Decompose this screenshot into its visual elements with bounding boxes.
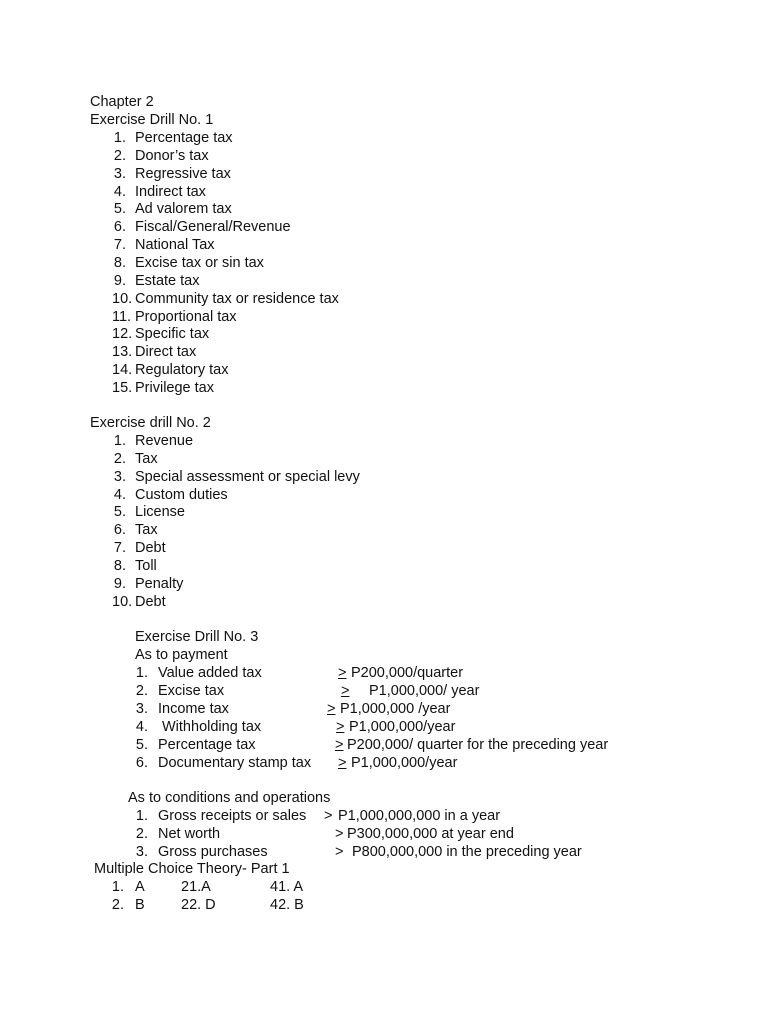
comparison-symbol: >: [338, 665, 347, 681]
threshold-value: P800,000,000 in the preceding year: [352, 843, 582, 860]
item-text: Percentage tax: [135, 130, 233, 146]
item-text: Tax: [135, 450, 158, 467]
item-text: Privilege tax: [135, 380, 214, 397]
item-number: 9.: [113, 575, 126, 592]
item-number: 5.: [113, 201, 126, 218]
chapter-title: Chapter 2: [90, 94, 154, 110]
item-text: Proportional tax: [135, 308, 237, 325]
item-number: 7.: [113, 540, 126, 557]
item-text: Estate tax: [135, 272, 200, 289]
item-number: 1.: [135, 808, 148, 824]
item-number: 12.: [112, 326, 133, 343]
item-text: Gross receipts or sales: [158, 808, 307, 824]
item-text: Penalty: [135, 575, 184, 592]
comparison-symbol: >: [335, 843, 344, 860]
item-number: 6.: [135, 754, 148, 771]
item-text: Regulatory tax: [135, 362, 229, 379]
item-number: 14.: [112, 362, 133, 379]
comparison-symbol: >: [335, 736, 344, 753]
item-number: 13.: [112, 344, 133, 361]
item-number: 4.: [113, 183, 126, 200]
item-number: 9.: [113, 272, 126, 289]
item-text: Special assessment or special levy: [135, 468, 360, 485]
item-text: Indirect tax: [135, 183, 206, 200]
item-number: 3.: [113, 468, 126, 485]
item-number: 4.: [113, 486, 126, 503]
threshold-value: P200,000/ quarter for the preceding year: [347, 736, 609, 753]
item-number: 6.: [113, 522, 126, 539]
item-text: Documentary stamp tax: [158, 754, 312, 771]
item-text: Excise tax: [158, 682, 225, 699]
answer-col3: 42. B: [270, 897, 304, 913]
item-number: 4.: [135, 718, 148, 735]
item-number: 8.: [113, 558, 126, 575]
item-text: Value added tax: [158, 665, 262, 681]
threshold-value: P1,000,000/year: [349, 718, 456, 735]
item-text: Toll: [135, 558, 157, 575]
item-text: Fiscal/General/Revenue: [135, 219, 291, 236]
answer-col2: 22. D: [181, 897, 216, 913]
item-text: Tax: [135, 522, 158, 539]
item-text: License: [135, 504, 185, 521]
item-text: National Tax: [135, 237, 215, 254]
answer-col1: A: [135, 879, 145, 895]
comparison-symbol: >: [335, 825, 344, 842]
item-text: Excise tax or sin tax: [135, 255, 264, 272]
answer-col2: 21.A: [181, 879, 211, 895]
item-number: 10.: [112, 290, 133, 307]
item-number: 2.: [113, 147, 126, 164]
payment-subheading: As to payment: [135, 647, 228, 663]
comparison-symbol: >: [336, 718, 345, 735]
item-number: 2.: [135, 682, 148, 699]
comparison-symbol: >: [341, 682, 350, 699]
threshold-value: P1,000,000/year: [351, 754, 458, 771]
item-text: Direct tax: [135, 344, 197, 361]
comparison-symbol: >: [324, 808, 333, 824]
item-number: 1.: [135, 665, 148, 681]
answer-number: 2.: [111, 897, 124, 913]
threshold-value: P1,000,000 /year: [340, 700, 451, 717]
item-text: Ad valorem tax: [135, 201, 232, 218]
item-text: Regressive tax: [135, 165, 231, 182]
item-text: Net worth: [158, 825, 221, 842]
item-text: Revenue: [135, 433, 194, 449]
item-number: 11.: [112, 308, 132, 325]
item-text: Gross purchases: [158, 843, 268, 860]
item-number: 1.: [113, 433, 126, 449]
threshold-value: P1,000,000/ year: [369, 682, 480, 699]
threshold-value: P300,000,000 at year end: [347, 825, 514, 842]
mc-heading: Multiple Choice Theory- Part 1: [94, 861, 290, 877]
item-text: Custom duties: [135, 486, 228, 503]
threshold-value: P1,000,000,000 in a year: [338, 808, 501, 824]
item-number: 1.: [113, 130, 126, 146]
item-text: Income tax: [158, 700, 229, 717]
item-text: Community tax or residence tax: [135, 290, 339, 307]
item-text: Specific tax: [135, 326, 210, 343]
answer-col3: 41. A: [270, 879, 304, 895]
item-number: 7.: [113, 237, 126, 254]
comparison-symbol: >: [327, 700, 336, 717]
threshold-value: P200,000/quarter: [351, 665, 464, 681]
item-text: Donor’s tax: [135, 147, 209, 164]
item-text: Debt: [135, 540, 166, 557]
item-number: 3.: [113, 165, 126, 182]
item-number: 5.: [113, 504, 126, 521]
drill3-heading: Exercise Drill No. 3: [135, 629, 259, 645]
item-number: 3.: [135, 700, 148, 717]
item-number: 8.: [113, 255, 126, 272]
drill2-heading: Exercise drill No. 2: [90, 415, 211, 431]
item-text: Percentage tax: [158, 736, 256, 753]
comparison-symbol: >: [338, 754, 347, 771]
item-text: Debt: [135, 593, 166, 610]
item-number: 2.: [135, 825, 148, 842]
item-text: Withholding tax: [162, 718, 262, 735]
item-number: 6.: [113, 219, 126, 236]
drill1-heading: Exercise Drill No. 1: [90, 112, 214, 128]
item-number: 2.: [113, 450, 126, 467]
answer-col1: B: [135, 897, 145, 913]
item-number: 15.: [112, 380, 133, 397]
answer-number: 1.: [111, 879, 124, 895]
conditions-subheading: As to conditions and operations: [128, 790, 331, 806]
item-number: 5.: [135, 736, 148, 753]
item-number: 10.: [112, 593, 133, 610]
item-number: 3.: [135, 843, 148, 860]
